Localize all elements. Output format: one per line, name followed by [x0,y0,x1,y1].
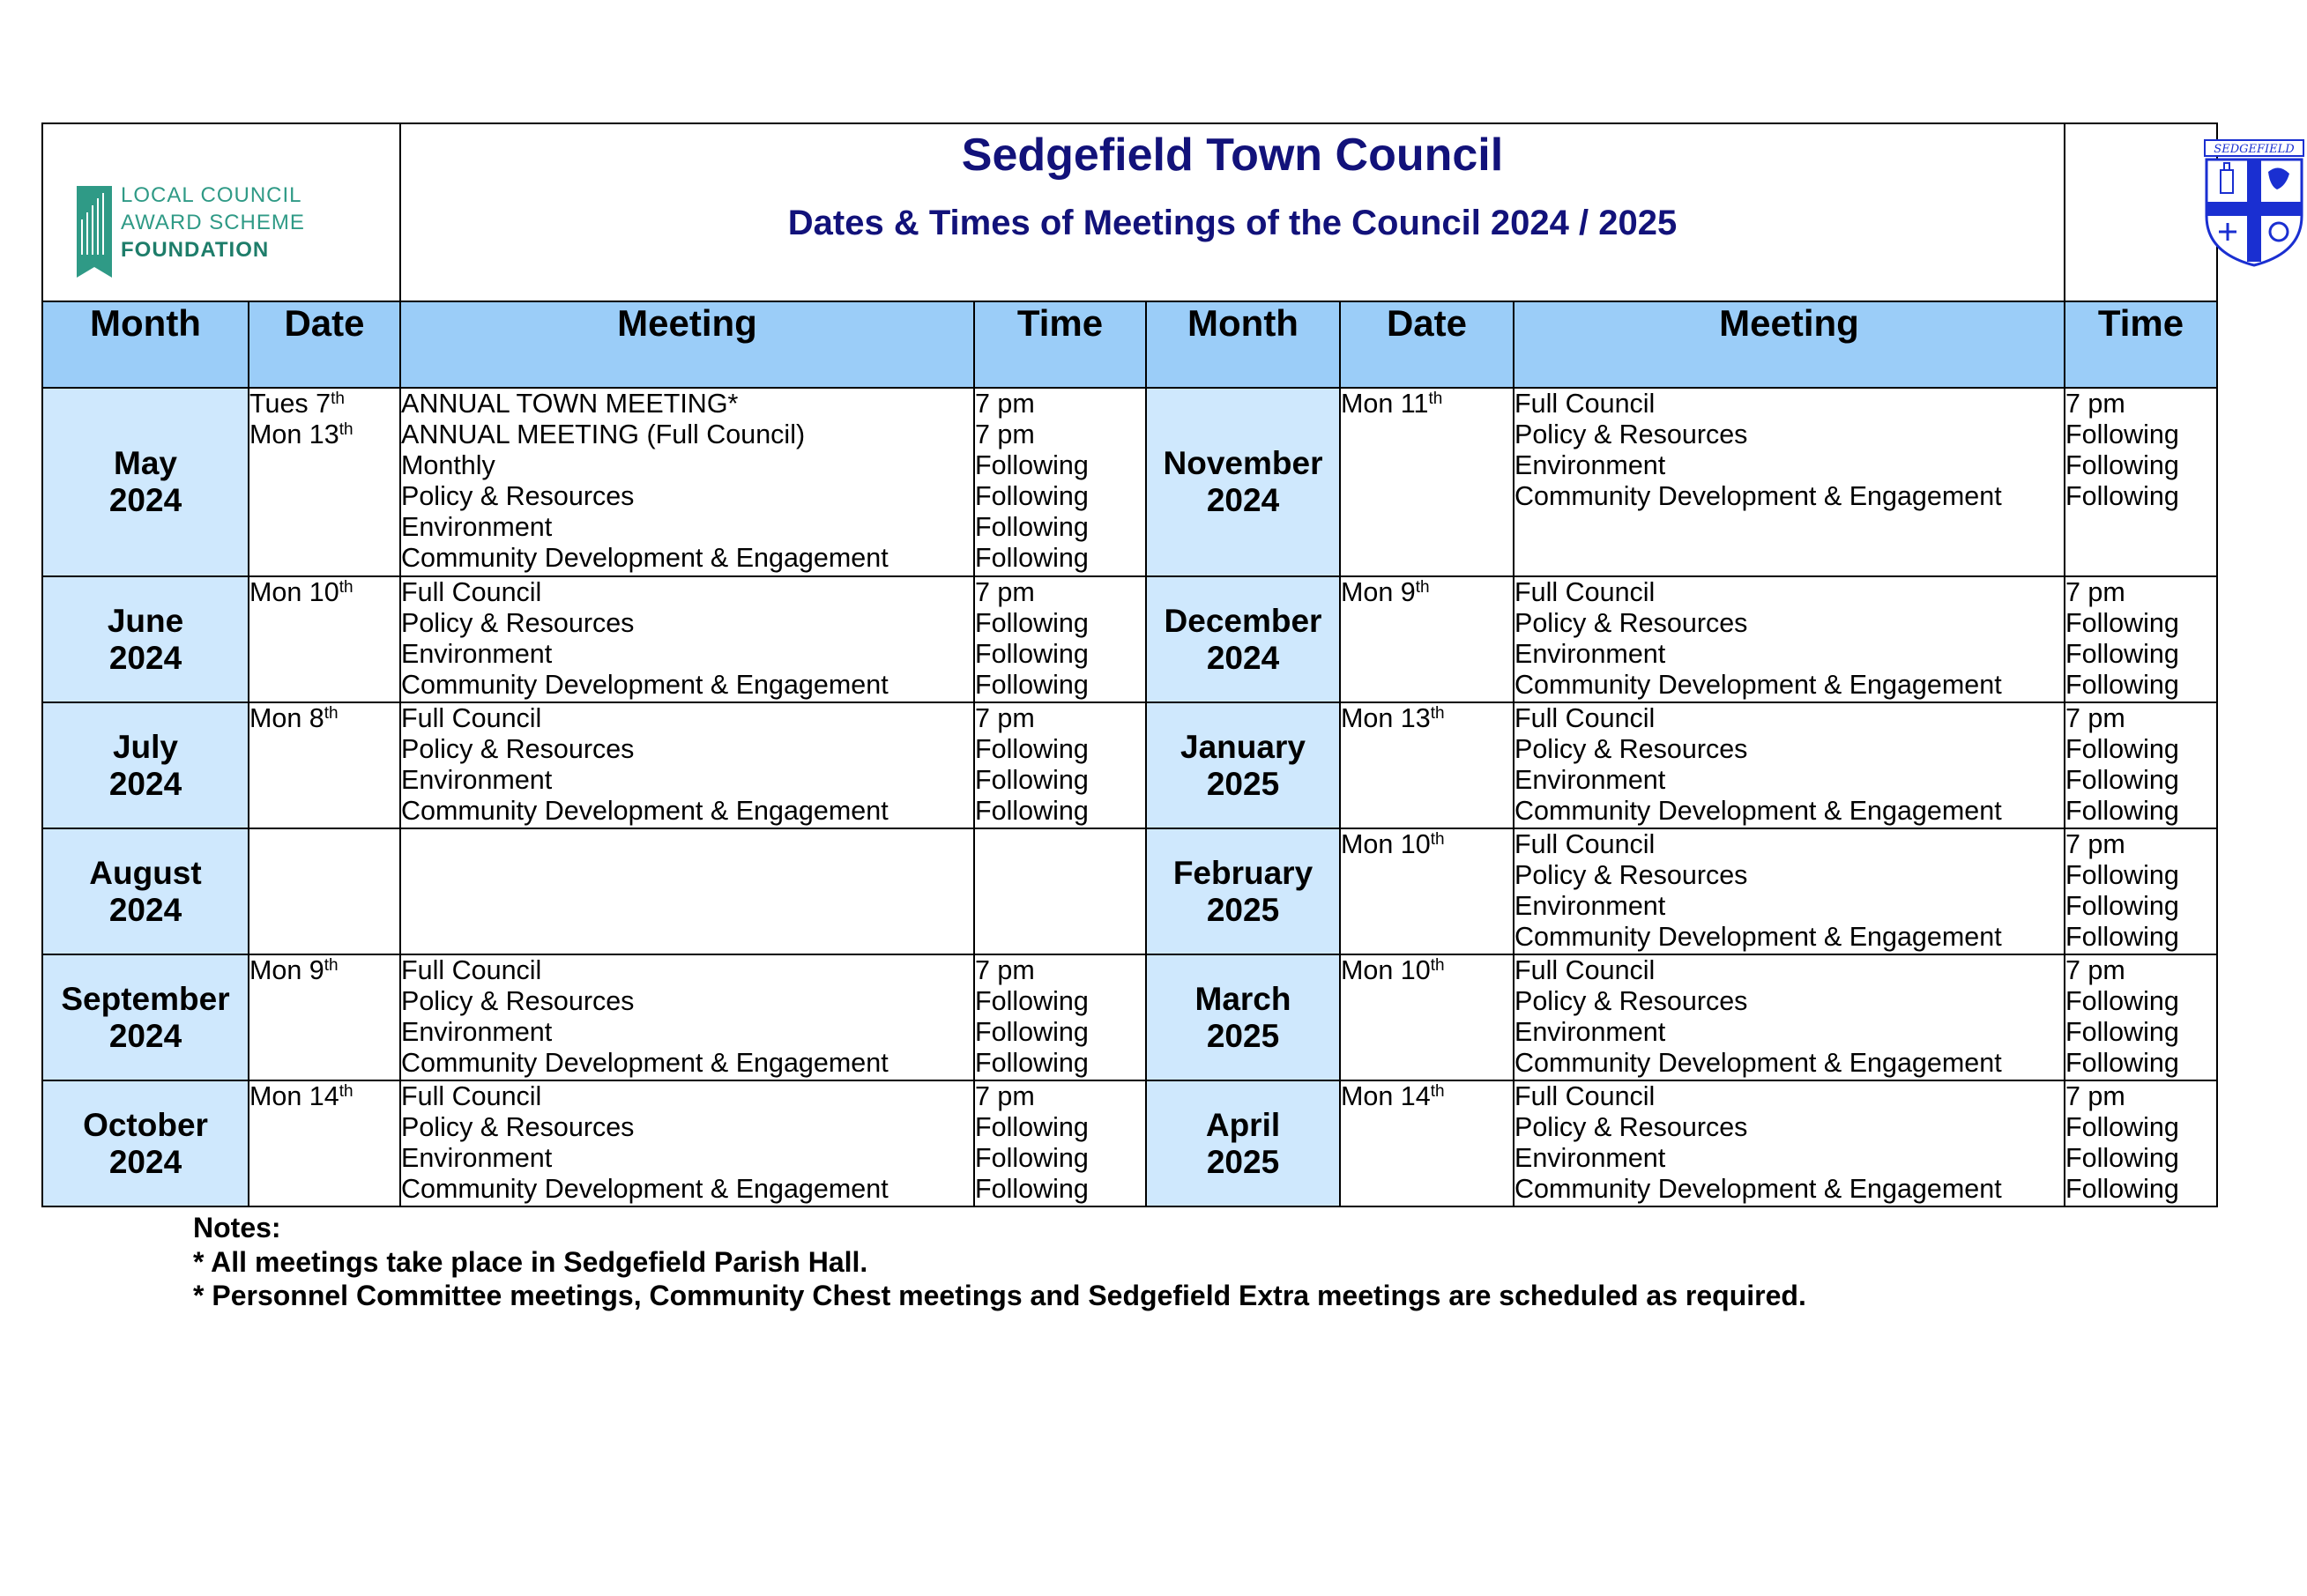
meeting-cell-left [400,954,974,1080]
meeting-name: Policy & Resources [1514,608,1748,638]
meeting-time: 7 pm [975,955,1035,985]
meeting-time: Following [2065,1017,2179,1047]
time-cell-right [2065,954,2217,1080]
date-text: Mon 10 [1341,829,1431,859]
date-cell-right [1340,954,1514,1080]
month-year: 2024 [108,639,182,676]
meeting-name: Environment [1514,765,1666,795]
meeting-name: Full Council [401,1081,542,1111]
logo-line-1: LOCAL COUNCIL [121,183,302,207]
time-cell-left [974,828,1146,954]
meeting-name: Policy & Resources [401,734,635,764]
meeting-cell-right [1514,1080,2065,1206]
month-name: July [112,728,179,765]
title-cell [400,123,2065,301]
meeting-date [1341,577,1513,608]
col-meeting-right: Meeting [1514,301,2065,388]
meeting-name: Full Council [1514,829,1656,859]
meeting-time: Following [975,512,1089,542]
schedule-rows [42,388,2217,1206]
time-cell-left [974,1080,1146,1206]
meeting-date [249,1081,399,1112]
meeting-time: Following [975,481,1089,511]
date-suffix: th [339,420,353,439]
month-year: 2024 [1206,639,1280,676]
meeting-time: Following [2065,891,2179,921]
month-name: October [83,1106,208,1143]
meeting-time: Following [975,639,1089,669]
page-subtitle: Dates & Times of Meetings of the Council 2024 / 2025 [787,204,1678,242]
meeting-date [249,955,399,986]
time-cell-left [974,954,1146,1080]
date-suffix: th [324,704,339,723]
meeting-name: Policy & Resources [1514,419,1748,449]
meeting-name: Monthly [401,450,495,480]
month-name: April [1205,1106,1281,1143]
meeting-time: Following [2065,639,2179,669]
meeting-name: Community Development & Engagement [1514,796,2002,826]
month-cell-left [42,702,249,828]
date-suffix: th [331,390,345,408]
meeting-name: Environment [1514,891,1666,921]
col-time-right: Time [2065,301,2217,388]
logo-line-3: FOUNDATION [121,238,270,262]
month-name: November [1163,445,1323,481]
meeting-time: Following [2065,450,2179,480]
schedule-row [42,954,2217,1080]
meeting-name: Environment [401,765,553,795]
month-name: January [1180,728,1306,765]
meeting-name: Environment [401,1017,553,1047]
meeting-date [249,389,399,419]
col-time-left: Time [974,301,1146,388]
meeting-name: Community Development & Engagement [1514,1174,2002,1204]
month-cell-right [1146,954,1340,1080]
date-cell-right [1340,1080,1514,1206]
meeting-cell-left [400,388,974,576]
month-cell-left [42,388,249,576]
date-text: Tues 7 [249,389,331,419]
meeting-date [1341,955,1513,986]
meeting-time: Following [2065,419,2179,449]
date-cell-right [1340,576,1514,702]
col-date-left: Date [249,301,400,388]
col-month-left: Month [42,301,249,388]
meeting-cell-right [1514,954,2065,1080]
time-cell-right [2065,576,2217,702]
date-text: Mon 13 [249,419,339,449]
meeting-name: Policy & Resources [401,1112,635,1142]
schedule-row [42,828,2217,954]
meeting-name: Policy & Resources [1514,1112,1748,1142]
logo-line-2: AWARD SCHEME [121,211,305,234]
meeting-time: Following [2065,734,2179,764]
meeting-name: Community Development & Engagement [401,1174,889,1204]
meeting-cell-right [1514,388,2065,576]
meeting-cell-right [1514,828,2065,954]
meeting-cell-left [400,1080,974,1206]
date-suffix: th [1430,830,1445,849]
meeting-time: Following [2065,1048,2179,1078]
meeting-name: Full Council [1514,703,1656,733]
month-year: 2024 [108,765,182,802]
month-cell-right [1146,576,1340,702]
meeting-name: Community Development & Engagement [401,543,889,573]
time-cell-right [2065,1080,2217,1206]
meeting-name: Community Development & Engagement [1514,670,2002,700]
meeting-date [1341,1081,1513,1112]
meeting-time: 7 pm [975,1081,1035,1111]
date-suffix: th [1428,390,1443,408]
month-year: 2024 [108,891,182,928]
date-cell-right [1340,828,1514,954]
meeting-time: Following [2065,481,2179,511]
meeting-time: Following [2065,1112,2179,1142]
meeting-cell-left [400,576,974,702]
notes-heading: Notes: [193,1212,281,1243]
meeting-name: Environment [401,512,553,542]
date-text: Mon 14 [1341,1081,1431,1111]
date-text: Mon 11 [1341,389,1429,419]
month-name: August [89,854,202,891]
town-crest-icon [2201,137,2307,269]
meeting-time: Following [2065,765,2179,795]
meeting-time: Following [975,1174,1089,1204]
meeting-cell-right [1514,576,2065,702]
month-name: May [114,445,177,481]
meeting-time: 7 pm [2065,829,2125,859]
date-suffix: th [1430,956,1445,975]
meeting-time: 7 pm [975,419,1035,449]
meeting-name: Full Council [1514,1081,1656,1111]
time-cell-left [974,576,1146,702]
meeting-name: Full Council [1514,955,1656,985]
meeting-time: Following [2065,1174,2179,1204]
meeting-name: Policy & Resources [401,481,635,511]
meeting-date [249,703,399,734]
month-year: 2024 [108,1143,182,1180]
month-year: 2024 [1206,482,1280,518]
award-logo-text [121,182,305,264]
meeting-name: Environment [1514,450,1666,480]
date-suffix: th [1415,578,1430,597]
time-cell-left [974,702,1146,828]
date-text: Mon 10 [249,577,339,607]
month-cell-left [42,1080,249,1206]
note-line: * Personnel Committee meetings, Community Chest meetings and Sedgefield Extra meetings are scheduled as required. [193,1280,1806,1311]
date-cell-left [249,388,400,576]
meeting-date [1341,703,1513,734]
meeting-time: Following [975,450,1089,480]
month-name: September [61,980,230,1017]
meeting-time: 7 pm [975,703,1035,733]
meeting-name: Policy & Resources [1514,986,1748,1016]
date-suffix: th [339,1082,353,1101]
meeting-name: Community Development & Engagement [1514,1048,2002,1078]
meeting-time: Following [975,796,1089,826]
date-text: Mon 8 [249,703,324,733]
meeting-cell-right [1514,702,2065,828]
meeting-name: Full Council [1514,577,1656,607]
date-suffix: th [324,956,339,975]
meeting-name: ANNUAL MEETING (Full Council) [401,419,806,449]
meeting-time: Following [975,734,1089,764]
month-cell-right [1146,1080,1340,1206]
month-year: 2025 [1206,1143,1280,1180]
meeting-name: Environment [401,639,553,669]
schedule-row [42,388,2217,576]
meetings-table [41,122,2295,1207]
notes-section [193,1211,2259,1313]
column-header-row [42,301,2217,388]
meeting-name: Community Development & Engagement [1514,481,2002,511]
month-name: February [1172,854,1314,891]
meeting-time: 7 pm [2065,389,2125,419]
meeting-date [249,577,399,608]
date-suffix: th [1430,704,1445,723]
meeting-name: Environment [1514,1017,1666,1047]
date-cell-left [249,828,400,954]
meeting-time: 7 pm [975,577,1035,607]
meeting-time: Following [975,1048,1089,1078]
month-name: June [107,602,184,639]
meeting-time: Following [975,1017,1089,1047]
date-cell-left [249,702,400,828]
col-month-right: Month [1146,301,1340,388]
crest-cell [2065,123,2295,301]
meeting-date [249,419,399,450]
meeting-name: ANNUAL TOWN MEETING* [401,389,739,419]
date-suffix: th [339,578,353,597]
meeting-time: Following [975,1143,1089,1173]
time-cell-right [2065,828,2217,954]
meetings-schedule-sheet [41,122,2295,1313]
meeting-name: Policy & Resources [1514,734,1748,764]
award-logo-cell [42,123,400,301]
date-text: Mon 10 [1341,955,1431,985]
meeting-time: Following [975,765,1089,795]
page-title: Sedgefield Town Council [961,130,1504,181]
meeting-time: Following [2065,608,2179,638]
date-suffix: th [1430,1082,1445,1101]
date-text: Mon 9 [1341,577,1416,607]
schedule-row [42,576,2217,702]
month-cell-left [42,954,249,1080]
meeting-time: Following [975,608,1089,638]
crest-label: SEDGEFIELD [2214,143,2295,156]
month-cell-right [1146,828,1340,954]
date-cell-left [249,1080,400,1206]
meeting-name: Full Council [401,955,542,985]
meeting-name: Full Council [401,577,542,607]
month-name: December [1164,602,1322,639]
meeting-name: Community Development & Engagement [401,670,889,700]
meeting-time: Following [975,670,1089,700]
meeting-time: 7 pm [975,389,1035,419]
meeting-time: 7 pm [2065,955,2125,985]
meeting-time: 7 pm [2065,1081,2125,1111]
month-cell-left [42,576,249,702]
meeting-time: Following [2065,1143,2179,1173]
schedule-row [42,702,2217,828]
schedule-row [42,1080,2217,1206]
meeting-cell-left [400,702,974,828]
meeting-name: Policy & Resources [401,986,635,1016]
date-cell-right [1340,388,1514,576]
meeting-name: Policy & Resources [401,608,635,638]
meeting-name: Environment [1514,639,1666,669]
meeting-name: Policy & Resources [1514,860,1748,890]
time-cell-right [2065,702,2217,828]
note-line: * All meetings take place in Sedgefield Parish Hall. [193,1245,868,1278]
meeting-time: Following [2065,986,2179,1016]
meeting-name: Full Council [1514,389,1656,419]
meeting-name: Environment [1514,1143,1666,1173]
meeting-name: Full Council [401,703,542,733]
date-cell-left [249,576,400,702]
meeting-cell-left [400,828,974,954]
month-year: 2025 [1206,1017,1280,1054]
date-text: Mon 9 [249,955,324,985]
meeting-name: Community Development & Engagement [401,796,889,826]
month-cell-left [42,828,249,954]
title-row [42,123,2217,301]
meeting-time: Following [2065,796,2179,826]
meeting-name: Community Development & Engagement [401,1048,889,1078]
month-year: 2025 [1206,765,1280,802]
award-logo-icon [75,184,114,281]
time-cell-right [2065,388,2217,576]
month-name: March [1194,980,1291,1017]
col-date-right: Date [1340,301,1514,388]
meeting-name: Community Development & Engagement [1514,922,2002,952]
meeting-date [1341,389,1513,419]
col-meeting-left: Meeting [400,301,974,388]
meeting-time: Following [2065,670,2179,700]
meeting-date [1341,829,1513,860]
date-text: Mon 13 [1341,703,1431,733]
meeting-time: Following [975,986,1089,1016]
month-year: 2025 [1206,891,1280,928]
month-year: 2024 [108,1017,182,1054]
meeting-time: Following [975,543,1089,573]
meeting-time: Following [975,1112,1089,1142]
month-year: 2024 [108,482,182,518]
date-cell-right [1340,702,1514,828]
meeting-time: Following [2065,922,2179,952]
month-cell-right [1146,388,1340,576]
meeting-name: Environment [401,1143,553,1173]
month-cell-right [1146,702,1340,828]
meeting-time: Following [2065,860,2179,890]
date-text: Mon 14 [249,1081,339,1111]
date-cell-left [249,954,400,1080]
time-cell-left [974,388,1146,576]
meeting-time: 7 pm [2065,577,2125,607]
meeting-time: 7 pm [2065,703,2125,733]
